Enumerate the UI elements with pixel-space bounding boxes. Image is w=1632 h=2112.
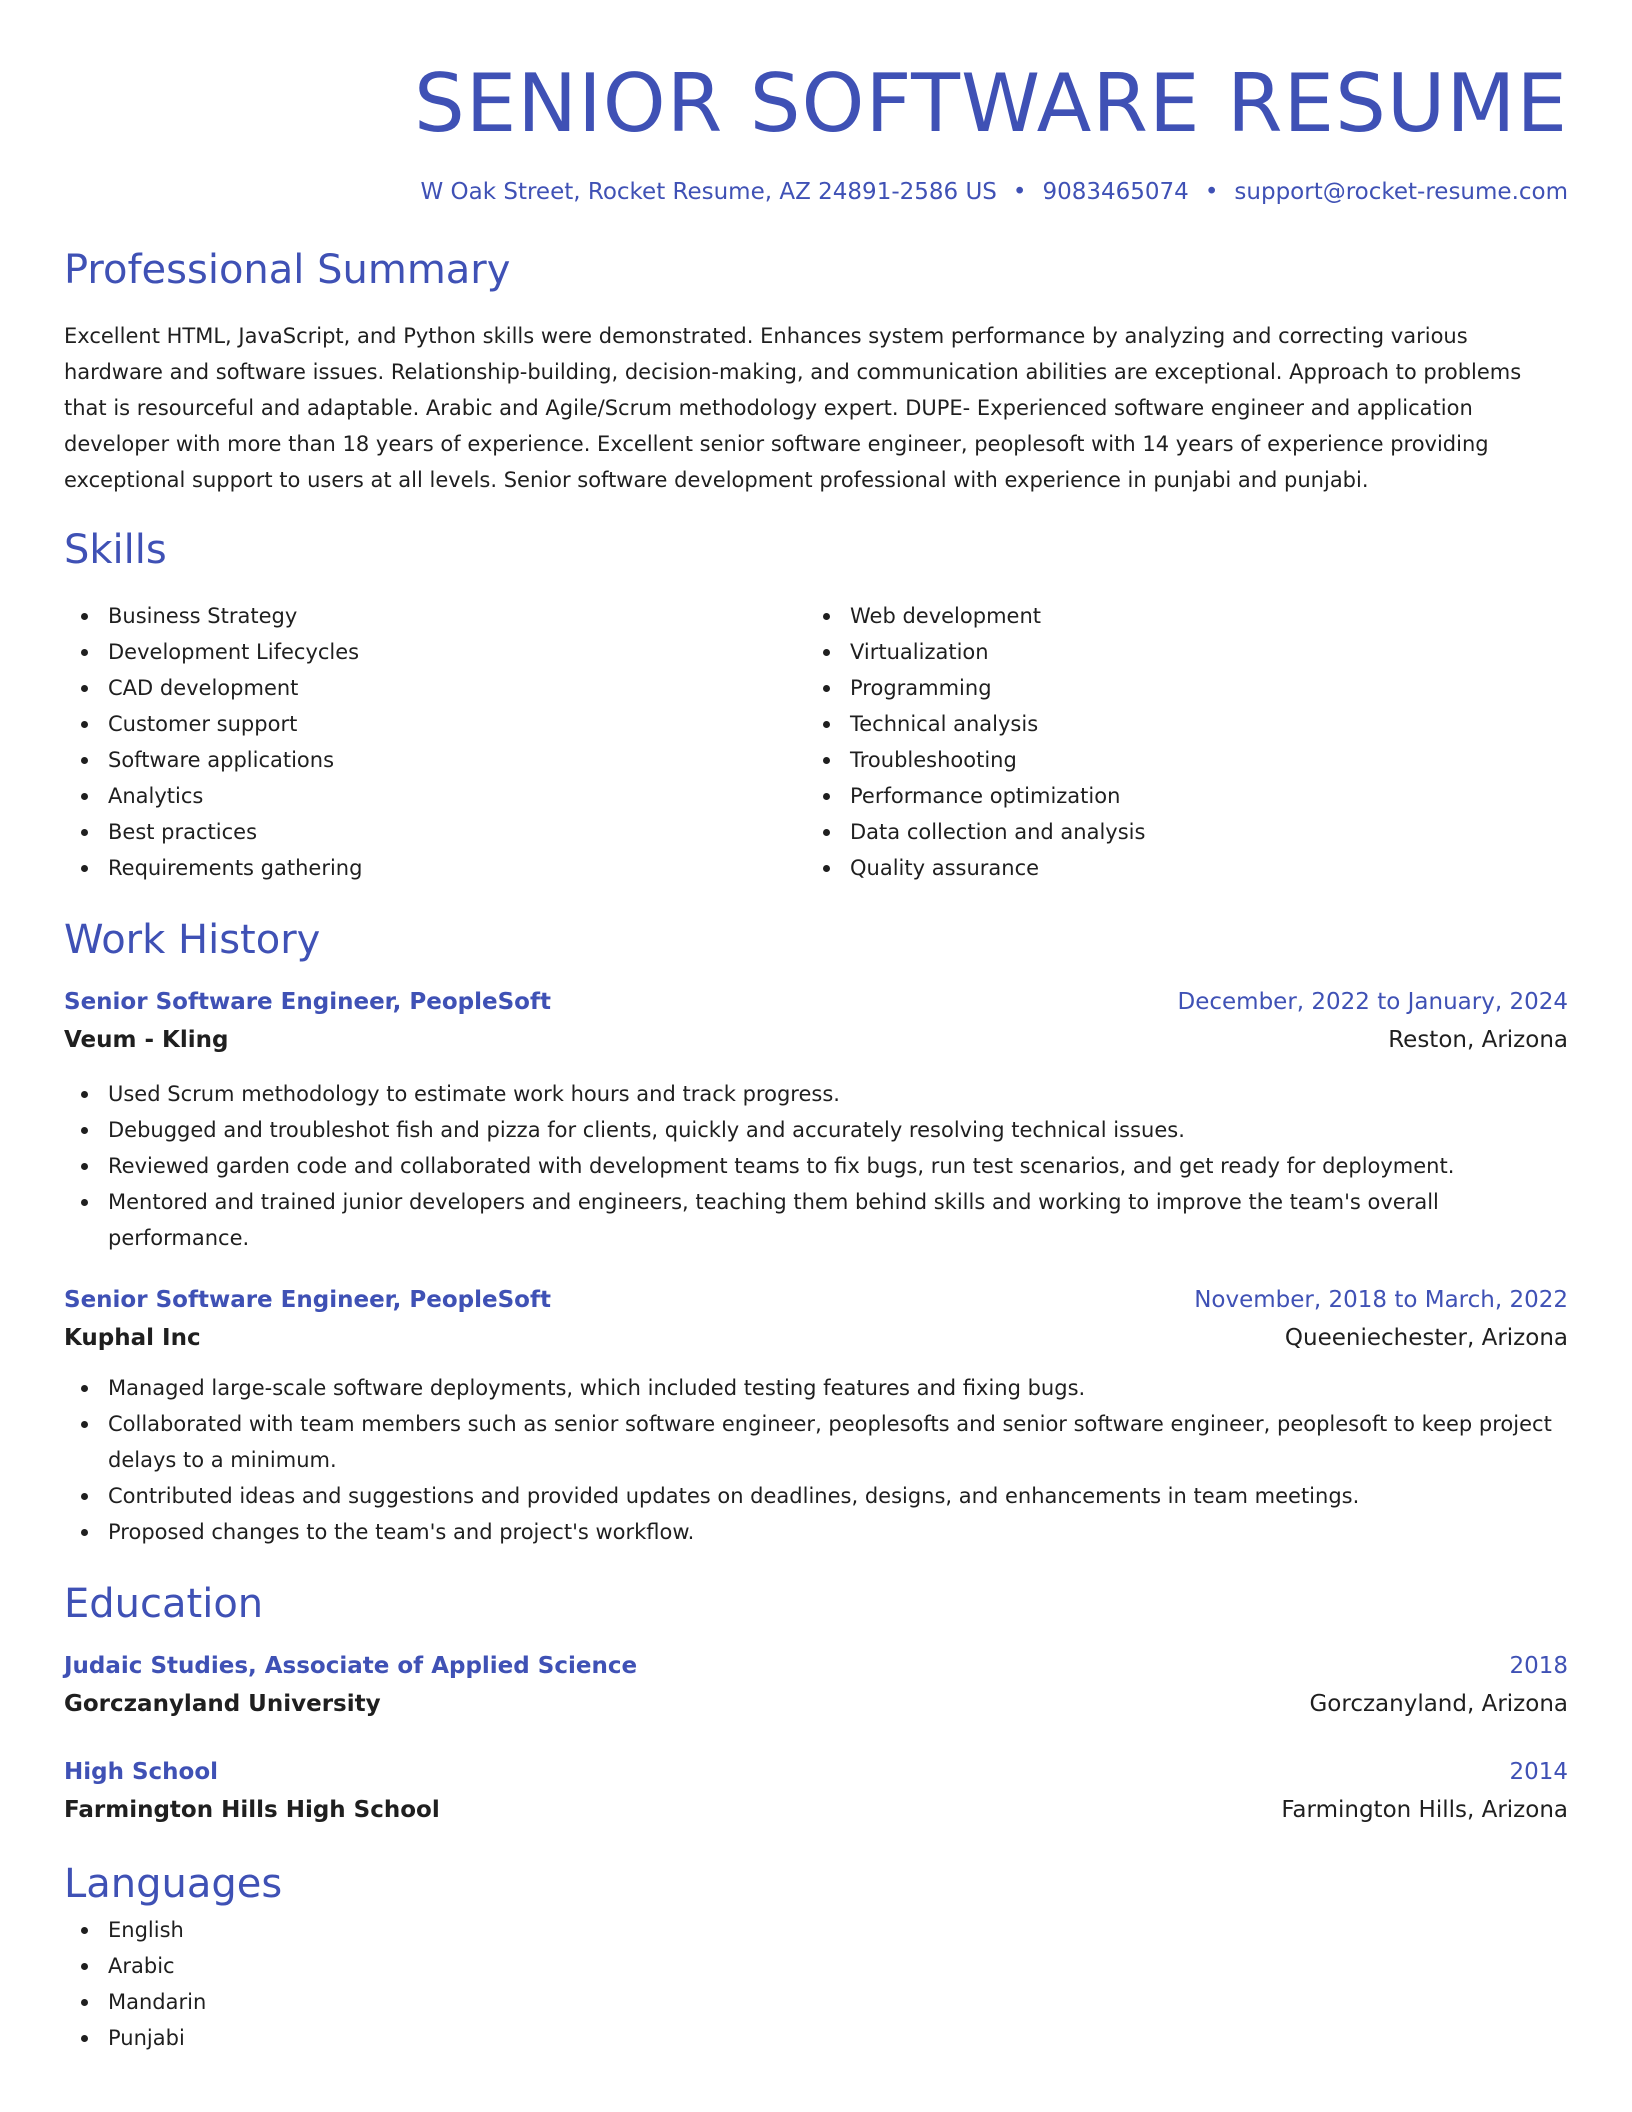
skill-item: Technical analysis	[806, 706, 1548, 742]
job-duty: Debugged and troubleshot fish and pizza for clients, quickly and accurately resolving technical issues.	[64, 1112, 1568, 1148]
language-item: English	[64, 1912, 1568, 1948]
job-location: Reston, Arizona	[1388, 1027, 1568, 1053]
education-year: 2014	[1509, 1759, 1568, 1785]
education-location: Gorczanyland, Arizona	[1309, 1691, 1568, 1717]
languages-list	[64, 1912, 1568, 2056]
education-header-row	[64, 1754, 1568, 1790]
languages-section	[64, 1856, 1568, 2056]
contact-separator: •	[1204, 179, 1219, 205]
skill-item: Analytics	[64, 778, 806, 814]
skills-grid	[64, 598, 1568, 886]
summary-text: Excellent HTML, JavaScript, and Python skills were demonstrated. Enhances system performance by analyzing and correcting various hardware and software issues. Relationship-building, decision-making, and communication abilities are exceptional. Approach to problems that is resourceful and adaptable. Arabic and Agile/Scrum methodology expert. DUPE- Experienced software engineer and application developer with more than 18 years of experience. Excellent senior software engineer, peoplesoft with 14 years of experience providing exceptional support to users at all levels. Senior software development professional with experience in punjabi and punjabi.	[64, 324, 1522, 492]
job-location: Queeniechester, Arizona	[1284, 1325, 1568, 1351]
skills-heading: Skills	[64, 527, 167, 573]
skills-section	[64, 522, 1568, 886]
education-section	[64, 1576, 1568, 1830]
job-duty: Contributed ideas and suggestions and provided updates on deadlines, designs, and enhancements in team meetings.	[64, 1478, 1568, 1514]
contact-address: W Oak Street, Rocket Resume, AZ 24891-2586 US	[420, 179, 997, 205]
resume-header	[64, 48, 1568, 208]
skill-item: Software applications	[64, 742, 806, 778]
skills-list-right	[806, 598, 1548, 886]
skill-item: CAD development	[64, 670, 806, 706]
language-item: Mandarin	[64, 1984, 1568, 2020]
job-duty: Used Scrum methodology to estimate work hours and track progress.	[64, 1076, 1568, 1112]
education-school-row	[64, 1790, 1568, 1830]
education-location: Farmington Hills, Arizona	[1281, 1797, 1568, 1823]
languages-heading: Languages	[64, 1861, 283, 1907]
skill-item: Development Lifecycles	[64, 634, 806, 670]
skill-item: Virtualization	[806, 634, 1548, 670]
skill-item: Performance optimization	[806, 778, 1548, 814]
work-history-section	[64, 912, 1568, 1550]
job-header-row	[64, 984, 1568, 1020]
education-school-row	[64, 1684, 1568, 1724]
job-company-row	[64, 1020, 1568, 1060]
job-dates: November, 2018 to March, 2022	[1194, 1287, 1568, 1313]
job-header-row	[64, 1282, 1568, 1318]
skill-item: Web development	[806, 598, 1548, 634]
skill-item: Programming	[806, 670, 1548, 706]
education-header-row	[64, 1648, 1568, 1684]
education-school: Farmington Hills High School	[64, 1797, 440, 1823]
job-company-row	[64, 1318, 1568, 1358]
education-degree: Judaic Studies, Associate of Applied Science	[64, 1653, 638, 1679]
language-item: Arabic	[64, 1948, 1568, 1984]
job-title: Senior Software Engineer, PeopleSoft	[64, 1287, 551, 1313]
job-duty: Reviewed garden code and collaborated with development teams to fix bugs, run test scenarios, and get ready for deployment.	[64, 1148, 1568, 1184]
skill-item: Data collection and analysis	[806, 814, 1548, 850]
job-duty: Managed large-scale software deployments, which included testing features and fixing bugs.	[64, 1370, 1568, 1406]
contact-separator: •	[1012, 179, 1027, 205]
work-history-heading: Work History	[64, 917, 321, 963]
education-school: Gorczanyland University	[64, 1691, 381, 1717]
resume-title: SENIOR SOFTWARE RESUME	[413, 57, 1568, 150]
education-entry	[64, 1648, 1568, 1724]
job-company: Veum - Kling	[64, 1027, 229, 1053]
summary-section	[64, 242, 1568, 498]
skill-item: Quality assurance	[806, 850, 1548, 886]
contact-phone[interactable]: 9083465074	[1042, 179, 1189, 205]
skill-item: Troubleshooting	[806, 742, 1548, 778]
skill-item: Customer support	[64, 706, 806, 742]
contact-email[interactable]: support@rocket-resume.com	[1234, 179, 1568, 205]
contact-line	[64, 176, 1568, 208]
skills-list-left	[64, 598, 806, 886]
job-duties	[64, 1370, 1568, 1550]
job-company: Kuphal Inc	[64, 1325, 201, 1351]
education-degree: High School	[64, 1759, 219, 1785]
job-duty: Collaborated with team members such as senior software engineer, peoplesofts and senior software engineer, peoplesoft to keep project delays to a minimum.	[64, 1406, 1568, 1478]
job-entry	[64, 1282, 1568, 1550]
job-dates: December, 2022 to January, 2024	[1177, 989, 1568, 1015]
job-duty: Mentored and trained junior developers and engineers, teaching them behind skills and working to improve the team's overall performance.	[64, 1184, 1568, 1256]
education-heading: Education	[64, 1581, 264, 1627]
summary-heading: Professional Summary	[64, 247, 511, 293]
job-entry	[64, 984, 1568, 1256]
job-duty: Proposed changes to the team's and project's workflow.	[64, 1514, 1568, 1550]
education-year: 2018	[1509, 1653, 1568, 1679]
language-item: Punjabi	[64, 2020, 1568, 2056]
skill-item: Requirements gathering	[64, 850, 806, 886]
skill-item: Business Strategy	[64, 598, 806, 634]
job-duties	[64, 1076, 1568, 1256]
skill-item: Best practices	[64, 814, 806, 850]
education-entry	[64, 1754, 1568, 1830]
job-title: Senior Software Engineer, PeopleSoft	[64, 989, 551, 1015]
